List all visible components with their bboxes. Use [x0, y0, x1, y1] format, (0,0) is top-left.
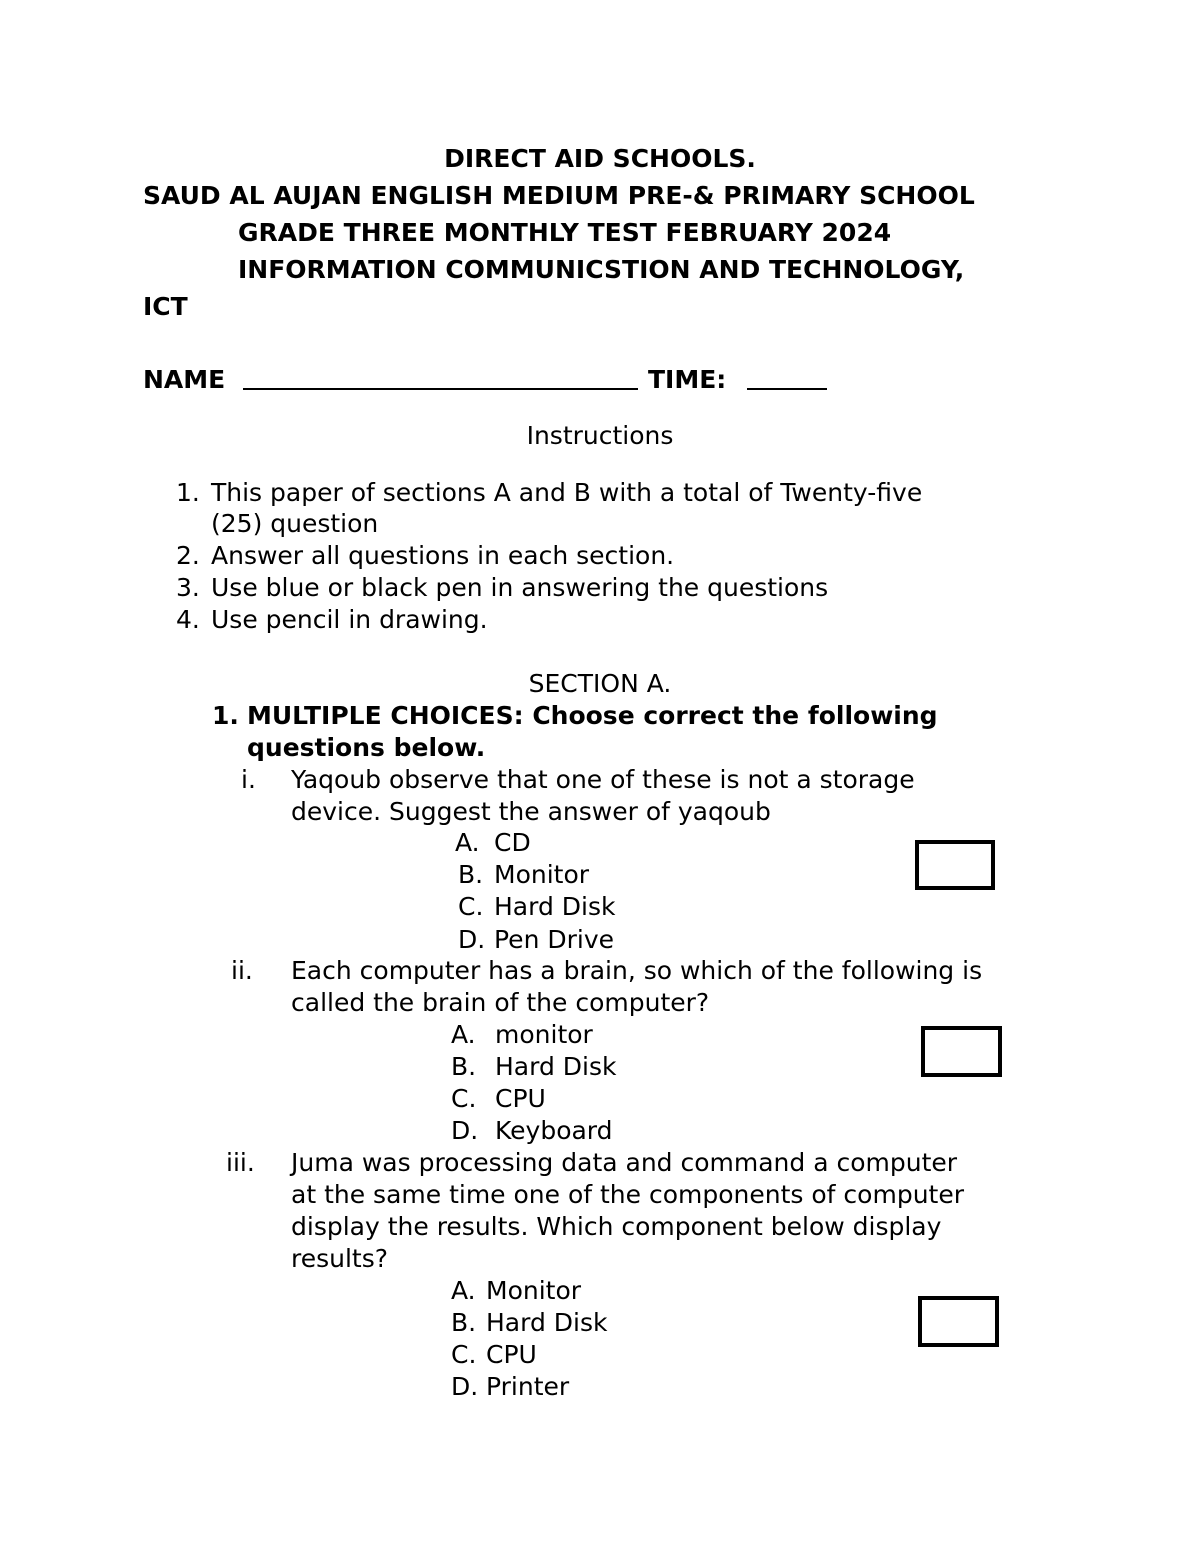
instruction-number: 3.	[176, 573, 200, 602]
option-text: Printer	[486, 1372, 570, 1401]
question-text: results?	[291, 1244, 389, 1273]
option-letter: B.	[451, 1308, 477, 1337]
instruction-text: Use blue or black pen in answering the questions	[211, 573, 829, 602]
instruction-number: 2.	[176, 541, 200, 570]
time-blank-line[interactable]	[747, 388, 827, 390]
option-letter: C.	[458, 892, 484, 921]
part-title: MULTIPLE CHOICES: Choose correct the following	[247, 701, 938, 730]
option-text: Monitor	[486, 1276, 582, 1305]
option-letter: A.	[451, 1020, 476, 1049]
option-letter: C.	[451, 1084, 477, 1113]
option-letter: D.	[451, 1372, 479, 1401]
question-number: i.	[241, 765, 256, 794]
option-text: Hard Disk	[486, 1308, 608, 1337]
option-text: CD	[494, 828, 531, 857]
instruction-text: This paper of sections A and B with a total of Twenty-five	[211, 478, 923, 507]
subject-title: INFORMATION COMMUNICSTION AND TECHNOLOGY,	[238, 255, 965, 284]
answer-box[interactable]	[918, 1296, 999, 1347]
question-text: Each computer has a brain, so which of the following is	[291, 956, 983, 985]
subject-abbrev: ICT	[143, 292, 188, 321]
option-letter: A.	[455, 828, 480, 857]
instruction-text: Answer all questions in each section.	[211, 541, 675, 570]
school-network-title: DIRECT AID SCHOOLS.	[444, 144, 756, 173]
instruction-text-continued: (25) question	[211, 509, 379, 538]
name-label: NAME	[143, 365, 226, 394]
option-text: Keyboard	[495, 1116, 613, 1145]
option-text: Hard Disk	[494, 892, 616, 921]
option-text: Pen Drive	[494, 925, 615, 954]
part-number: 1.	[212, 701, 239, 730]
option-letter: A.	[451, 1276, 476, 1305]
question-text: device. Suggest the answer of yaqoub	[291, 797, 771, 826]
option-letter: D.	[451, 1116, 479, 1145]
school-name: SAUD AL AUJAN ENGLISH MEDIUM PRE-& PRIMARY SCHOOL	[143, 181, 975, 210]
question-number: ii.	[231, 956, 253, 985]
option-letter: B.	[458, 860, 484, 889]
instructions-title: Instructions	[526, 421, 674, 450]
instruction-number: 4.	[176, 605, 200, 634]
question-text: at the same time one of the components of computer	[291, 1180, 964, 1209]
option-text: CPU	[495, 1084, 546, 1113]
question-text: called the brain of the computer?	[291, 988, 710, 1017]
option-text: monitor	[495, 1020, 593, 1049]
option-text: Hard Disk	[495, 1052, 617, 1081]
part-title-continued: questions below.	[247, 733, 486, 762]
question-number: iii.	[226, 1148, 255, 1177]
section-a-title: SECTION A.	[528, 669, 672, 698]
option-letter: C.	[451, 1340, 477, 1369]
option-text: CPU	[486, 1340, 537, 1369]
question-text: Yaqoub observe that one of these is not a storage	[291, 765, 915, 794]
option-letter: B.	[451, 1052, 477, 1081]
question-text: Juma was processing data and command a computer	[291, 1148, 958, 1177]
name-blank-line[interactable]	[243, 388, 638, 390]
answer-box[interactable]	[921, 1026, 1002, 1077]
option-letter: D.	[458, 925, 486, 954]
question-text: display the results. Which component below display	[291, 1212, 942, 1241]
test-title: GRADE THREE MONTHLY TEST FEBRUARY 2024	[238, 218, 892, 247]
option-text: Monitor	[494, 860, 590, 889]
instruction-text: Use pencil in drawing.	[211, 605, 488, 634]
instruction-number: 1.	[176, 478, 200, 507]
time-label: TIME:	[648, 365, 727, 394]
answer-box[interactable]	[915, 840, 995, 890]
